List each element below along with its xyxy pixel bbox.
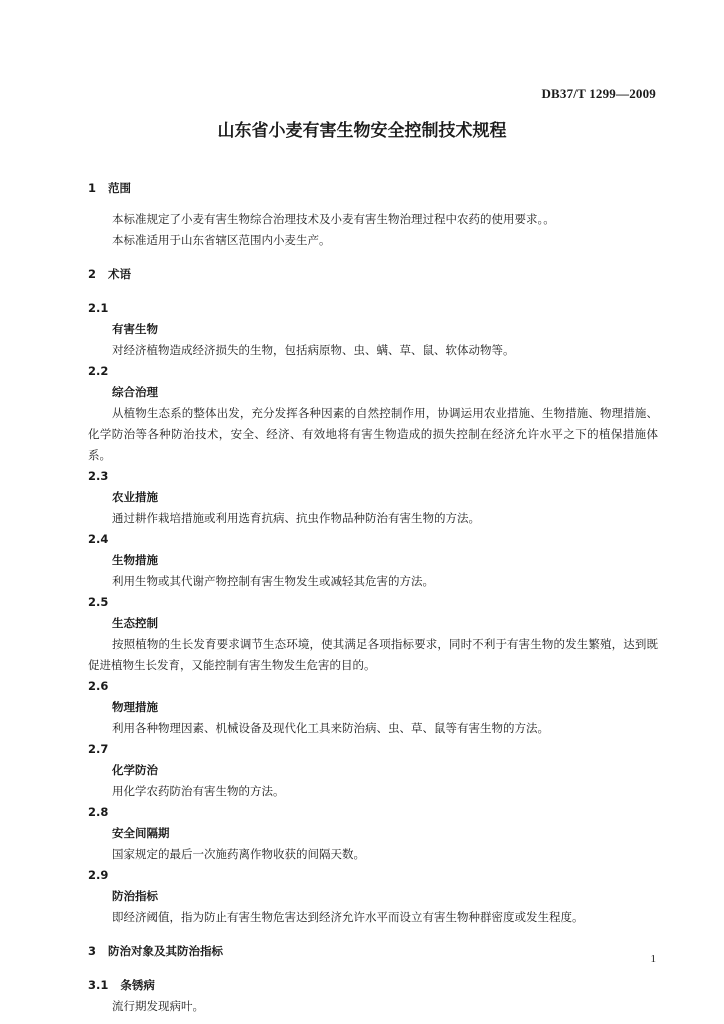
section-3-heading bbox=[88, 941, 658, 962]
section-number: 1 bbox=[88, 181, 97, 195]
page-number: 1 bbox=[650, 953, 656, 965]
paragraph: 本标准规定了小麦有害生物综合治理技术及小麦有害生物治理过程中农药的使用要求。。 bbox=[112, 212, 555, 226]
term-name: 生物措施 bbox=[112, 553, 158, 567]
section-1-heading bbox=[88, 178, 658, 199]
term-definition: 国家规定的最后一次施药离作物收获的间隔天数。 bbox=[112, 847, 365, 861]
subsection-number: 3.1 bbox=[88, 978, 109, 992]
term-number: 2.4 bbox=[88, 532, 109, 546]
term-name: 农业措施 bbox=[112, 490, 158, 504]
term-definition: 即经济阈值，指为防止有害生物危害达到经济允许水平而设立有害生物种群密度或发生程度。 bbox=[112, 910, 584, 924]
subsection-3-1-heading bbox=[88, 975, 658, 996]
subsection-title: 条锈病 bbox=[120, 978, 155, 992]
term-number: 2.6 bbox=[88, 679, 109, 693]
section-title: 范围 bbox=[108, 181, 131, 195]
section-number: 2 bbox=[88, 267, 97, 281]
section-2-heading bbox=[88, 264, 658, 285]
document-body bbox=[88, 178, 658, 1017]
term-definition: 通过耕作栽培措施或利用选育抗病、抗虫作物品种防治有害生物的方法。 bbox=[112, 511, 480, 525]
term-number: 2.1 bbox=[88, 301, 109, 315]
standard-number: DB37/T 1299—2009 bbox=[541, 86, 656, 101]
term-number: 2.5 bbox=[88, 595, 109, 609]
section-title: 术语 bbox=[108, 267, 131, 281]
section-number: 3 bbox=[88, 944, 97, 958]
term-name: 综合治理 bbox=[112, 385, 158, 399]
term-definition: 从植物生态系的整体出发，充分发挥各种因素的自然控制作用，协调运用农业措施、生物措施、物理措施、化学防治等各种防治技术，安全、经济、有效地将有害生物造成的损失控制在经济允许水平之下的植保措施体系。 bbox=[88, 406, 658, 462]
term-number: 2.3 bbox=[88, 469, 109, 483]
term-name: 防治指标 bbox=[112, 889, 158, 903]
term-name: 生态控制 bbox=[112, 616, 158, 630]
term-name: 化学防治 bbox=[112, 763, 158, 777]
term-number: 2.9 bbox=[88, 868, 109, 882]
term-name: 安全间隔期 bbox=[112, 826, 170, 840]
term-name: 物理措施 bbox=[112, 700, 158, 714]
paragraph: 本标准适用于山东省辖区范围内小麦生产。 bbox=[112, 233, 331, 247]
term-number: 2.2 bbox=[88, 364, 109, 378]
document-title: 山东省小麦有害生物安全控制技术规程 bbox=[217, 121, 507, 141]
term-number: 2.8 bbox=[88, 805, 109, 819]
term-definition: 利用各种物理因素、机械设备及现代化工具来防治病、虫、草、鼠等有害生物的方法。 bbox=[112, 721, 549, 735]
term-definition: 对经济植物造成经济损失的生物，包括病原物、虫、螨、草、鼠、软体动物等。 bbox=[112, 343, 515, 357]
term-definition: 用化学农药防治有害生物的方法。 bbox=[112, 784, 285, 798]
paragraph: 流行期发现病叶。 bbox=[112, 999, 204, 1013]
section-title: 防治对象及其防治指标 bbox=[108, 944, 223, 958]
term-definition: 利用生物或其代谢产物控制有害生物发生或减轻其危害的方法。 bbox=[112, 574, 434, 588]
term-definition: 按照植物的生长发育要求调节生态环境，使其满足各项指标要求，同时不利于有害生物的发生繁殖，达到既促进植物生长发育，又能控制有害生物发生危害的目的。 bbox=[88, 637, 658, 672]
term-name: 有害生物 bbox=[112, 322, 158, 336]
term-number: 2.7 bbox=[88, 742, 109, 756]
